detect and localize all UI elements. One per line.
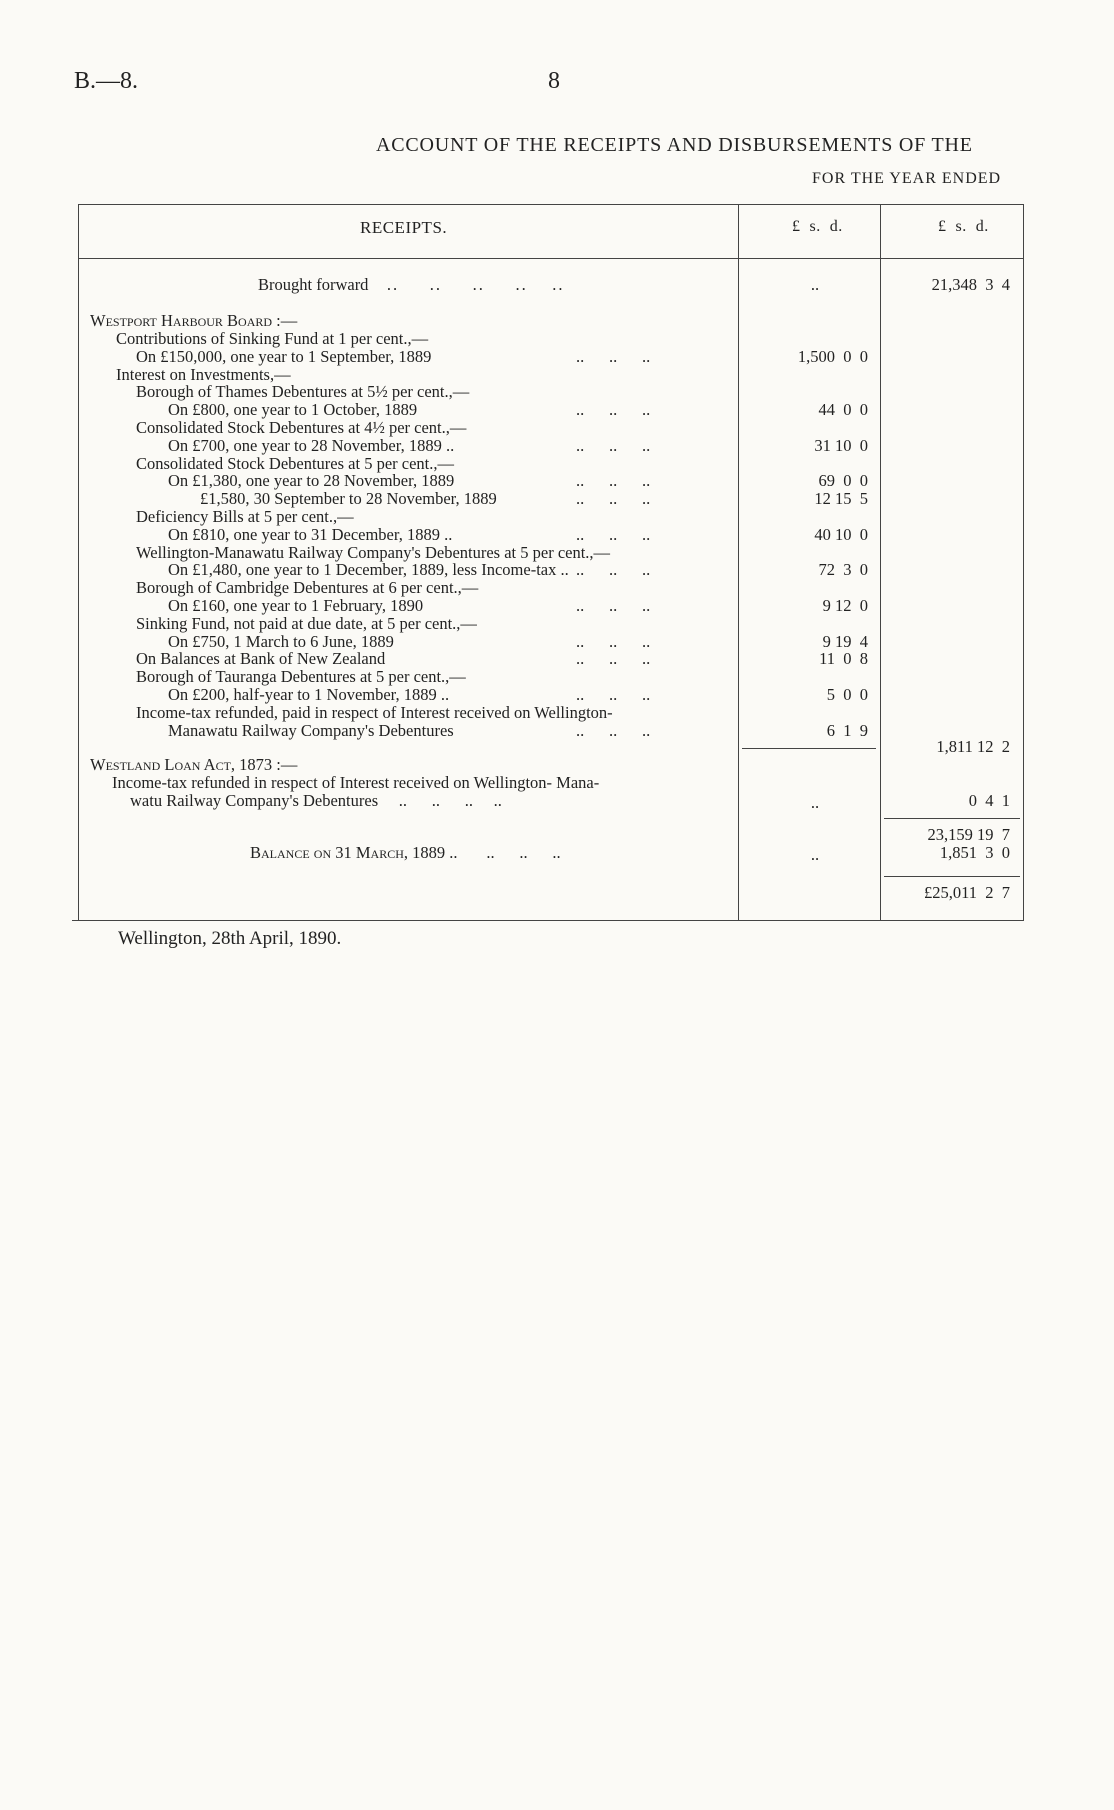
westport-line-amount: 31 10 0 <box>814 435 868 455</box>
westport-line-amount: 69 0 0 <box>818 471 868 491</box>
leader-dots: .. .. .. <box>576 435 651 455</box>
westport-line: Income-tax refunded, paid in respect of Interest received on Wellington- <box>136 702 613 722</box>
westport-line: Manawatu Railway Company's Debentures <box>168 720 454 740</box>
westport-line: Borough of Thames Debentures at 5½ per cent.,— <box>136 382 470 402</box>
brought-forward-label: Brought forward .. .. .. .. .. <box>258 275 565 294</box>
westport-line: Borough of Tauranga Debentures at 5 per cent.,— <box>136 667 466 687</box>
balance-label: Balance on 31 March, 1889 .. .. .. .. <box>250 843 561 862</box>
westport-line: On £750, 1 March to 6 June, 1889 <box>168 631 394 651</box>
leader-dots: .. .. .. <box>576 560 651 580</box>
sum-rule-col2b <box>884 876 1020 877</box>
grand-total: £25,011 2 7 <box>923 883 1010 902</box>
westport-line-amount: 6 1 9 <box>826 720 868 740</box>
leader-dots: .. .. .. <box>576 346 651 366</box>
westport-line: Deficiency Bills at 5 per cent.,— <box>136 507 354 526</box>
leader-dots: .. .. .. <box>576 631 651 651</box>
westport-line-amount: 72 3 0 <box>818 560 868 580</box>
westport-line-amount: 40 10 0 <box>814 524 868 544</box>
page-number: 8 <box>548 68 560 94</box>
westport-line: On £150,000, one year to 1 September, 1889 <box>136 346 432 366</box>
westport-line: Sinking Fund, not paid at due date, at 5 per cent.,— <box>136 613 477 633</box>
westland-line2: watu Railway Company's Debentures .. .. .. .. <box>130 791 502 810</box>
westport-line-amount: 9 12 0 <box>822 596 868 615</box>
receipts-header: RECEIPTS. <box>360 218 448 237</box>
westport-line: £1,580, 30 September to 28 November, 1889 <box>200 489 497 509</box>
westport-line-amount: 5 0 0 <box>826 685 868 704</box>
westland-heading: Westland Loan Act, 1873 :— <box>90 755 298 774</box>
westport-line: Consolidated Stock Debentures at 5 per cent.,— <box>136 453 455 473</box>
col1-header: £ s. d. <box>792 218 843 235</box>
westport-line: On £160, one year to 1 February, 1890 <box>168 596 424 615</box>
westport-line-amount: 11 0 8 <box>819 649 868 669</box>
westport-line: Contributions of Sinking Fund at 1 per cent.,— <box>116 329 429 348</box>
col2-header: £ s. d. <box>938 218 989 235</box>
westport-line-amount: 1,500 0 0 <box>797 346 868 366</box>
westport-line: Borough of Cambridge Debentures at 6 per cent.,— <box>136 578 479 598</box>
leader-dots: .. .. .. <box>576 596 651 615</box>
table-divider-2 <box>880 204 881 920</box>
table-bottom-rule <box>72 920 1024 921</box>
westport-line: On £800, one year to 1 October, 1889 <box>168 400 418 420</box>
westport-line: Interest on Investments,— <box>116 364 291 384</box>
westport-line: On £1,380, one year to 28 November, 1889 <box>168 471 455 491</box>
westport-line: Consolidated Stock Debentures at 4½ per cent.,— <box>136 418 467 437</box>
page-subtitle: FOR THE YEAR ENDED <box>812 170 1002 187</box>
table-right-rule <box>1023 204 1024 920</box>
subtotal: 23,159 19 7 <box>927 825 1010 844</box>
westport-line: On £200, half-year to 1 November, 1889 .. <box>168 685 450 704</box>
westport-line: On £1,480, one year to 1 December, 1889, less Income-tax .. <box>168 560 569 580</box>
leader-dots: .. .. .. <box>576 685 651 704</box>
table-header-rule <box>78 258 1024 259</box>
westland-col2: 0 4 1 <box>968 791 1010 810</box>
leader-dots: .. .. .. <box>576 471 651 491</box>
westport-line: Wellington-Manawatu Railway Company's Debentures at 5 per cent.,— <box>136 542 611 562</box>
leader-dots: .. .. .. <box>576 489 651 509</box>
table-top-rule <box>78 204 1024 205</box>
westport-line-amount: 44 0 0 <box>818 400 868 420</box>
page-title: ACCOUNT OF THE RECEIPTS AND DISBURSEMENTS OF THE <box>376 134 973 156</box>
westport-line: On £700, one year to 28 November, 1889 .. <box>168 435 455 455</box>
brought-forward-col2: 21,348 3 4 <box>931 275 1010 294</box>
brought-forward-col1: .. <box>810 275 820 294</box>
westland-line1: Income-tax refunded in respect of Interest received on Wellington- Mana- <box>112 773 600 792</box>
page-ref: B.—8. <box>74 68 139 94</box>
westport-line-amount: 12 15 5 <box>814 489 868 509</box>
westport-line: On Balances at Bank of New Zealand <box>136 649 386 669</box>
westland-col1: .. <box>810 793 820 812</box>
westport-total: 1,811 12 2 <box>936 737 1010 756</box>
westport-line: On £810, one year to 31 December, 1889 .. <box>168 524 453 544</box>
sum-rule-col1 <box>742 748 876 749</box>
westport-heading: Westport Harbour Board :— <box>90 311 298 330</box>
balance-col1: .. <box>810 845 820 864</box>
footer-place-date: Wellington, 28th April, 1890. <box>118 928 342 949</box>
leader-dots: .. .. .. <box>576 400 651 420</box>
leader-dots: .. .. .. <box>576 524 651 544</box>
leader-dots: .. .. .. <box>576 720 651 740</box>
westport-line-amount: 9 19 4 <box>822 631 868 651</box>
sum-rule-col2a <box>884 818 1020 819</box>
leader-dots: .. .. .. <box>576 649 651 669</box>
table-divider-1 <box>738 204 739 920</box>
balance-col2: 1,851 3 0 <box>939 843 1010 862</box>
table-left-rule <box>78 204 79 920</box>
